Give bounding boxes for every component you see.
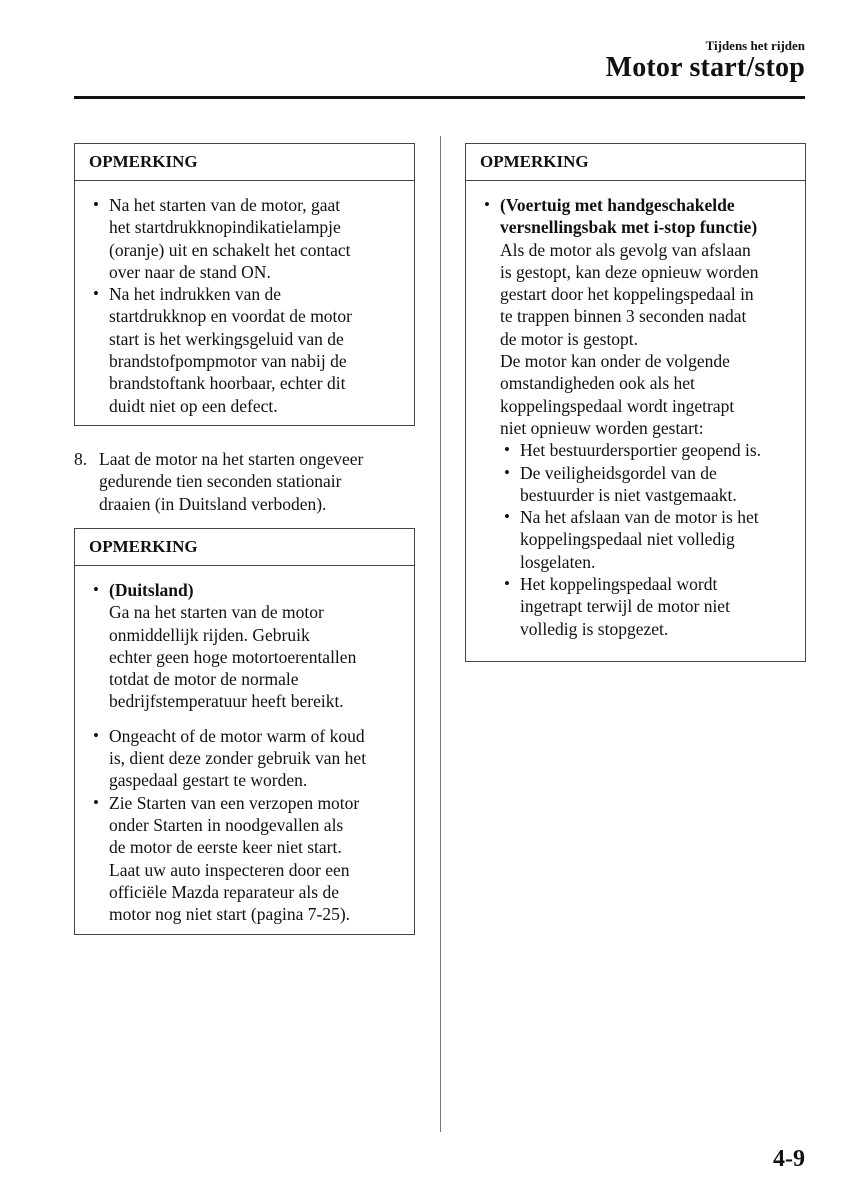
- bullet-icon: •: [93, 792, 99, 812]
- text-line: de motor de eerste keer niet start.: [109, 837, 342, 858]
- text-line: omstandigheden ook als het: [500, 373, 695, 394]
- sub-bullet-item: [500, 573, 795, 640]
- note-bullet-item: [89, 194, 404, 283]
- note-bullet-item: [89, 283, 404, 417]
- text-line: is, dient deze zonder gebruik van het: [109, 748, 367, 769]
- text-line: losgelaten.: [520, 551, 596, 572]
- note-box-istop: [465, 143, 806, 662]
- text-line: duidt niet op een defect.: [109, 395, 278, 416]
- text-line: Als de motor als gevolg van afslaan: [500, 239, 751, 260]
- bullet-icon: •: [93, 725, 99, 745]
- text-line: Het bestuurdersportier geopend is.: [520, 440, 762, 461]
- note-heading: OPMERKING: [75, 144, 414, 181]
- text-line: het startdrukknopindikatielampje: [109, 217, 341, 238]
- text-line: volledig is stopgezet.: [520, 618, 669, 639]
- bullet-icon: •: [484, 195, 490, 214]
- text-line: de motor is gestopt.: [500, 328, 639, 349]
- note-bullet-item: [89, 792, 404, 926]
- bullet-icon: •: [504, 507, 510, 527]
- bullet-icon: •: [504, 462, 510, 482]
- text-line: totdat de motor de normale: [109, 669, 299, 690]
- text-line: (oranje) uit en schakelt het contact: [109, 239, 351, 260]
- text-line: onder Starten in noodgevallen als: [109, 814, 344, 835]
- note-bullet-item: [89, 579, 404, 713]
- text-line: bedrijfstemperatuur heeft bereikt.: [109, 691, 344, 712]
- text-line: niet opnieuw worden gestart:: [500, 417, 704, 438]
- note-box-warmup: [74, 528, 415, 935]
- step-8: [74, 448, 414, 515]
- text-line: startdrukknop en voordat de motor: [109, 306, 353, 327]
- sub-bullet-item: [500, 462, 795, 507]
- text-line: Na het afslaan van de motor is het: [520, 507, 759, 528]
- section-label: Tijdens het rijden: [705, 38, 805, 53]
- text-line: koppelingspedaal niet volledig: [520, 529, 735, 550]
- page-number: 4-9: [773, 1146, 805, 1172]
- text-line: motor nog niet start (pagina 7-25).: [109, 904, 351, 925]
- text-line: brandstoftank hoorbaar, echter dit: [109, 373, 346, 394]
- text-line: bestuurder is niet vastgemaakt.: [520, 484, 737, 505]
- column-divider: [440, 136, 441, 1132]
- page-title: Motor start/stop: [605, 52, 805, 83]
- bold-label: (Duitsland): [109, 580, 194, 600]
- text-line: echter geen hoge motortoerentallen: [109, 646, 357, 667]
- bullet-icon: •: [93, 195, 99, 214]
- text-line: Zie Starten van een verzopen motor: [109, 792, 360, 813]
- bullet-icon: •: [504, 440, 510, 460]
- text-line: is gestopt, kan deze opnieuw worden: [500, 261, 759, 282]
- text-line: Laat uw auto inspecteren door een: [109, 859, 350, 880]
- note-bullet-item: [480, 194, 795, 640]
- text-line: Na het starten van de motor, gaat: [109, 195, 341, 215]
- bullet-icon: •: [93, 284, 99, 304]
- text-line: gaspedaal gestart te worden.: [109, 770, 308, 791]
- note-bullet-item: [89, 725, 404, 792]
- header-rule: [74, 96, 805, 99]
- text-line: Het koppelingspedaal wordt: [520, 574, 718, 595]
- text-line: Na het indrukken van de: [109, 284, 282, 305]
- text-line: De motor kan onder de volgende: [500, 351, 730, 372]
- note-heading: OPMERKING: [466, 144, 805, 181]
- note-heading: OPMERKING: [75, 529, 414, 566]
- note-bullet-list: [480, 194, 795, 640]
- text-line: De veiligheidsgordel van de: [520, 462, 717, 483]
- text-line: draaien (in Duitsland verboden).: [99, 493, 327, 514]
- text-line: officiële Mazda reparateur als de: [109, 881, 339, 902]
- note-box-startup: [74, 143, 415, 426]
- text-line: Ga na het starten van de motor: [109, 602, 324, 623]
- sub-bullet-item: [500, 439, 795, 461]
- text-line: ingetrapt terwijl de motor niet: [520, 596, 730, 617]
- text-line: gedurende tien seconden stationair: [99, 471, 342, 492]
- note-sub-list: [500, 439, 795, 640]
- text-line: te trappen binnen 3 seconden nadat: [500, 306, 747, 327]
- text-line: Laat de motor na het starten ongeveer: [99, 449, 364, 469]
- text-line: Ongeacht of de motor warm of koud: [109, 725, 365, 746]
- text-line: start is het werkingsgeluid van de: [109, 328, 344, 349]
- text-line: koppelingspedaal wordt ingetrapt: [500, 395, 735, 416]
- note-bullet-list: [89, 579, 404, 925]
- sub-bullet-item: [500, 506, 795, 573]
- text-line: over naar de stand ON.: [109, 261, 271, 282]
- note-bullet-list: [89, 194, 404, 417]
- text-line: gestart door het koppelingspedaal in: [500, 284, 754, 305]
- bold-label: versnellingsbak met i-stop functie): [500, 217, 758, 238]
- bullet-icon: •: [504, 574, 510, 594]
- bullet-icon: •: [93, 580, 99, 599]
- text-line: brandstofpompmotor van nabij de: [109, 351, 347, 372]
- bold-label: (Voertuig met handgeschakelde: [500, 195, 735, 215]
- text-line: onmiddellijk rijden. Gebruik: [109, 624, 310, 645]
- step-number: 8.: [74, 449, 88, 469]
